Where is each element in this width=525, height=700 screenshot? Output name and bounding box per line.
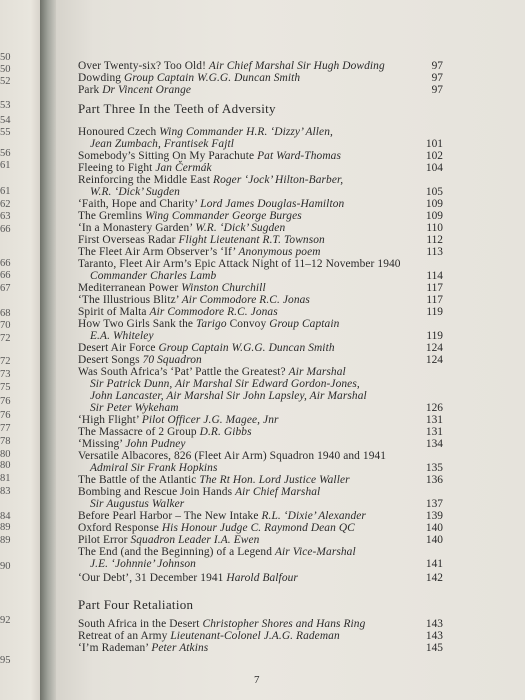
left-margin-number: 50 xyxy=(0,64,11,75)
toc-entry xyxy=(90,462,217,474)
toc-entry-author: Sir Peter Wykeham xyxy=(90,402,179,414)
toc-entry xyxy=(78,84,191,96)
toc-entry-author: Flight Lieutenant R.T. Townson xyxy=(178,234,325,246)
left-margin-number: 62 xyxy=(0,199,11,210)
toc-entry xyxy=(78,546,356,558)
toc-entry-title: ‘The Illustrious Blitz’ xyxy=(78,294,182,306)
left-margin-number: 80 xyxy=(0,460,11,471)
toc-entry-title: Desert Songs xyxy=(78,354,143,366)
toc-entry-author: Christopher Shores and Hans Ring xyxy=(202,618,366,630)
toc-page-number: 140 xyxy=(425,522,443,534)
toc-entry xyxy=(78,222,285,234)
toc-page-number: 119 xyxy=(426,306,443,318)
left-margin-number: 61 xyxy=(0,186,11,197)
toc-entry-title: The Battle of the Atlantic xyxy=(78,474,200,486)
left-margin-number: 53 xyxy=(0,100,11,111)
toc-entry-author: Lord James Douglas-Hamilton xyxy=(200,198,345,210)
left-margin-number: 67 xyxy=(0,283,11,294)
toc-entry xyxy=(78,306,278,318)
toc-entry-title: Over Twenty-six? Too Old! xyxy=(78,60,209,72)
left-margin-number: 56 xyxy=(0,148,11,159)
toc-entry-title: Mediterranean Power xyxy=(78,282,182,294)
toc-entry xyxy=(78,342,335,354)
page-folio: 7 xyxy=(254,674,260,686)
toc-entry xyxy=(78,258,401,270)
toc-entry-author: Dr Vincent Orange xyxy=(102,84,192,96)
toc-entry-author: John Lancaster, Air Marshal Sir John Lapsley, Air Marshal xyxy=(90,390,367,402)
toc-entry xyxy=(78,162,212,174)
toc-entry-author: Air Commodore R.C. Jonas xyxy=(149,306,278,318)
toc-entry-title: The Gremlins xyxy=(78,210,146,222)
left-margin-number: 55 xyxy=(0,127,11,138)
left-margin-number: 89 xyxy=(0,535,11,546)
toc-entry-title: Taranto, Fleet Air Arm’s Epic Attack Night of 11–12 November 1940 xyxy=(78,258,401,270)
toc-entry-title: ‘Faith, Hope and Charity’ xyxy=(78,198,201,210)
toc-entry-author: Lieutenant-Colonel J.A.G. Rademan xyxy=(170,630,340,642)
toc-entry-title: Versatile Albacores, 826 (Fleet Air Arm) Squadron 1940 and 1941 xyxy=(78,450,387,462)
toc-entry xyxy=(78,150,341,162)
toc-page-number: 117 xyxy=(426,282,443,294)
toc-entry xyxy=(78,282,266,294)
toc-entry-title: How Two Girls Sank the xyxy=(78,318,197,330)
left-margin-number: 83 xyxy=(0,486,11,497)
left-margin-number: 75 xyxy=(0,382,11,393)
toc-page-number: 119 xyxy=(426,330,443,342)
left-margin-number: 70 xyxy=(0,320,11,331)
toc-page-number: 97 xyxy=(431,84,443,96)
toc-entry xyxy=(78,522,355,534)
toc-entry xyxy=(78,642,208,654)
toc-entry-title: ‘In a Monastery Garden’ xyxy=(78,222,196,234)
left-margin-number: 66 xyxy=(0,258,11,269)
left-margin-number: 61 xyxy=(0,160,11,171)
toc-entry-author: Sir Patrick Dunn, Air Marshal Sir Edward Gordon-Jones, xyxy=(90,378,360,390)
left-margin-number: 81 xyxy=(0,473,11,484)
toc-entry-author: Winston Churchill xyxy=(181,282,266,294)
toc-page-number: 142 xyxy=(425,572,443,584)
toc-entry-author: Sir Augustus Walker xyxy=(90,498,185,510)
toc-entry-author: Jean Zumbach, Frantisek Fajtl xyxy=(90,138,234,150)
toc-page-number: 109 xyxy=(425,198,443,210)
toc-entry xyxy=(78,126,333,138)
toc-page-number: 145 xyxy=(425,642,443,654)
toc-page-number: 131 xyxy=(425,414,443,426)
left-margin-number: 66 xyxy=(0,270,11,281)
left-margin-number: 63 xyxy=(0,211,11,222)
toc-entry-title: Was South Africa’s ‘Pat’ Pattle the Greatest? xyxy=(78,366,289,378)
left-margin-number: 80 xyxy=(0,449,11,460)
toc-page-number: 137 xyxy=(425,498,443,510)
toc-entry-title: South Africa in the Desert xyxy=(78,618,203,630)
left-margin-number: 73 xyxy=(0,369,11,380)
toc-entry xyxy=(90,186,180,198)
toc-entry-author: The Rt Hon. Lord Justice Waller xyxy=(199,474,350,486)
toc-entry-author: J.E. ‘Johnnie’ Johnson xyxy=(90,558,196,570)
left-margin-number: 52 xyxy=(0,76,11,87)
toc-entry-author: Commander Charles Lamb xyxy=(90,270,217,282)
toc-entry xyxy=(90,378,360,390)
toc-entry-title: The Fleet Air Arm Observer’s ‘If’ xyxy=(78,246,239,258)
toc-entry xyxy=(78,486,320,498)
toc-entry xyxy=(78,414,279,426)
toc-entry xyxy=(78,318,339,330)
toc-entry-title: The Massacre of 2 Group xyxy=(78,426,200,438)
toc-entry-author: W.R. ‘Dick’ Sugden xyxy=(195,222,286,234)
toc-entry xyxy=(78,354,202,366)
toc-entry xyxy=(78,174,343,186)
toc-entry xyxy=(78,234,325,246)
toc-entry-author: Air Chief Marshal xyxy=(235,486,321,498)
left-margin-number: 54 xyxy=(0,115,11,126)
left-margin-number: 68 xyxy=(0,308,11,319)
toc-entry-title: Bombing and Rescue Join Hands xyxy=(78,486,236,498)
toc-page-number: 117 xyxy=(426,294,443,306)
toc-entry xyxy=(78,450,386,462)
toc-entry-title: Oxford Response xyxy=(78,522,162,534)
toc-entry-title: Dowding xyxy=(78,72,125,84)
toc-entry-author: Anonymous poem xyxy=(238,246,321,258)
toc-page-number: 136 xyxy=(425,474,443,486)
toc-entry-author: Pilot Officer J.G. Magee, Jnr xyxy=(141,414,279,426)
toc-entry-title: Park xyxy=(78,84,103,96)
toc-page-number: 124 xyxy=(425,354,443,366)
toc-entry-author: R.L. ‘Dixie’ Alexander xyxy=(261,510,366,522)
toc-page-number: 143 xyxy=(425,630,443,642)
toc-entry xyxy=(78,510,366,522)
toc-entry-title: ‘High Flight’ xyxy=(78,414,142,426)
toc-page-number: 97 xyxy=(431,60,443,72)
toc-entry xyxy=(78,426,252,438)
toc-entry-author: Group Captain W.G.G. Duncan Smith xyxy=(124,72,301,84)
toc-page-number: 126 xyxy=(425,402,443,414)
toc-page-number: 135 xyxy=(425,462,443,474)
left-margin-number: 95 xyxy=(0,655,11,666)
toc-entry-title: Pilot Error xyxy=(78,534,131,546)
toc-entry-author: Squadron Leader I.A. Ewen xyxy=(130,534,260,546)
toc-entry xyxy=(78,474,350,486)
toc-page-number: 109 xyxy=(425,210,443,222)
toc-entry-title: The End (and the Beginning) of a Legend xyxy=(78,546,275,558)
toc-entry xyxy=(78,246,321,258)
toc-entry xyxy=(78,630,340,642)
toc-entry-author: Air Chief Marshal Sir Hugh Dowding xyxy=(208,60,385,72)
toc-entry xyxy=(78,366,346,378)
toc-entry xyxy=(78,618,365,630)
toc-entry-author: D.R. Gibbs xyxy=(199,426,252,438)
toc-entry-title: ‘Our Debt’, 31 December 1941 xyxy=(78,572,227,584)
toc-page-number: 112 xyxy=(426,234,443,246)
toc-entry-author: Air Marshal xyxy=(288,366,346,378)
toc-entry-title: ‘Missing’ xyxy=(78,438,126,450)
toc-page-number: 114 xyxy=(426,270,443,282)
left-margin-number: 66 xyxy=(0,224,11,235)
toc-entry-author: 70 Squadron xyxy=(142,354,202,366)
left-margin-number: 92 xyxy=(0,615,11,626)
toc-entry xyxy=(78,198,344,210)
toc-entry xyxy=(90,330,154,342)
left-margin-number: 72 xyxy=(0,356,11,367)
toc-entry-title: Somebody’s Sitting On My Parachute xyxy=(78,150,258,162)
toc-entry-author: Wing Commander George Burges xyxy=(145,210,302,222)
left-margin-number: 84 xyxy=(0,511,11,522)
toc-page-number: 140 xyxy=(425,534,443,546)
toc-entry-author: Pat Ward-Thomas xyxy=(257,150,341,162)
toc-page-number: 143 xyxy=(425,618,443,630)
toc-entry xyxy=(78,438,186,450)
toc-entry-author: Air Vice-Marshal xyxy=(274,546,356,558)
left-margin-number: 89 xyxy=(0,522,11,533)
toc-entry-author: Peter Atkins xyxy=(151,642,209,654)
left-margin-number: 50 xyxy=(0,52,11,63)
toc-page-number: 134 xyxy=(425,438,443,450)
toc-page-number: 97 xyxy=(431,72,443,84)
toc-entry-title: Reinforcing the Middle East xyxy=(78,174,214,186)
toc-entry-author: Group Captain xyxy=(269,318,340,330)
toc-entry-title: First Overseas Radar xyxy=(78,234,179,246)
toc-entry xyxy=(78,572,298,584)
toc-entry-title: Retreat of an Army xyxy=(78,630,171,642)
toc-entry xyxy=(78,534,259,546)
toc-entry-author: His Honour Judge C. Raymond Dean QC xyxy=(161,522,355,534)
toc-entry-author: Wing Commander H.R. ‘Dizzy’ Allen, xyxy=(159,126,333,138)
left-margin-number: 76 xyxy=(0,410,11,421)
toc-entry-author: Roger ‘Jock’ Hilton-Barber, xyxy=(213,174,344,186)
toc-entry-author: Admiral Sir Frank Hopkins xyxy=(90,462,218,474)
toc-page-number: 124 xyxy=(425,342,443,354)
toc-page-number: 105 xyxy=(425,186,443,198)
toc-page-number: 102 xyxy=(425,150,443,162)
toc-entry-title: Convoy xyxy=(226,318,270,330)
toc-entry-author: Air Commodore R.C. Jonas xyxy=(181,294,310,306)
toc-entry-author: Jan Čermák xyxy=(155,162,212,174)
left-margin-number: 76 xyxy=(0,396,11,407)
toc-entry-author: John Pudney xyxy=(125,438,186,450)
toc-entry-title: Honoured Czech xyxy=(78,126,160,138)
toc-entry xyxy=(90,138,234,150)
toc-entry xyxy=(78,210,302,222)
toc-entry-title: Spirit of Malta xyxy=(78,306,150,318)
toc-page-number: 101 xyxy=(425,138,443,150)
toc-entry-title: Fleeing to Fight xyxy=(78,162,156,174)
toc-page-number: 104 xyxy=(425,162,443,174)
toc-entry xyxy=(90,498,184,510)
toc-entry-author: W.R. ‘Dick’ Sugden xyxy=(90,186,180,198)
toc-page-number: 110 xyxy=(426,222,443,234)
toc-page-number: 131 xyxy=(425,426,443,438)
toc-entry xyxy=(90,270,216,282)
left-margin-number: 90 xyxy=(0,561,11,572)
toc-page-number: 141 xyxy=(425,558,443,570)
toc-entry-title: Desert Air Force xyxy=(78,342,159,354)
toc-entry xyxy=(90,390,367,402)
toc-entry-author: Tarigo xyxy=(196,318,227,330)
toc-entry-author: Harold Balfour xyxy=(226,572,298,584)
left-margin-number: 78 xyxy=(0,436,11,447)
toc-entry xyxy=(78,60,385,72)
left-margin-number: 72 xyxy=(0,333,11,344)
toc-entry xyxy=(90,402,179,414)
toc-entry xyxy=(90,558,196,570)
toc-page-number: 139 xyxy=(425,510,443,522)
toc-entry-author: Group Captain W.G.G. Duncan Smith xyxy=(158,342,335,354)
part-heading: Part Three In the Teeth of Adversity xyxy=(78,101,276,116)
toc-entry-title: ‘I’m Rademan’ xyxy=(78,642,152,654)
toc-entry xyxy=(78,294,310,306)
toc-entry xyxy=(78,72,300,84)
toc-page-number: 113 xyxy=(426,246,443,258)
left-margin-number: 77 xyxy=(0,423,11,434)
toc-entry-author: E.A. Whiteley xyxy=(90,330,154,342)
part-heading: Part Four Retaliation xyxy=(78,597,194,612)
toc-entry-title: Before Pearl Harbor – The New Intake xyxy=(78,510,262,522)
